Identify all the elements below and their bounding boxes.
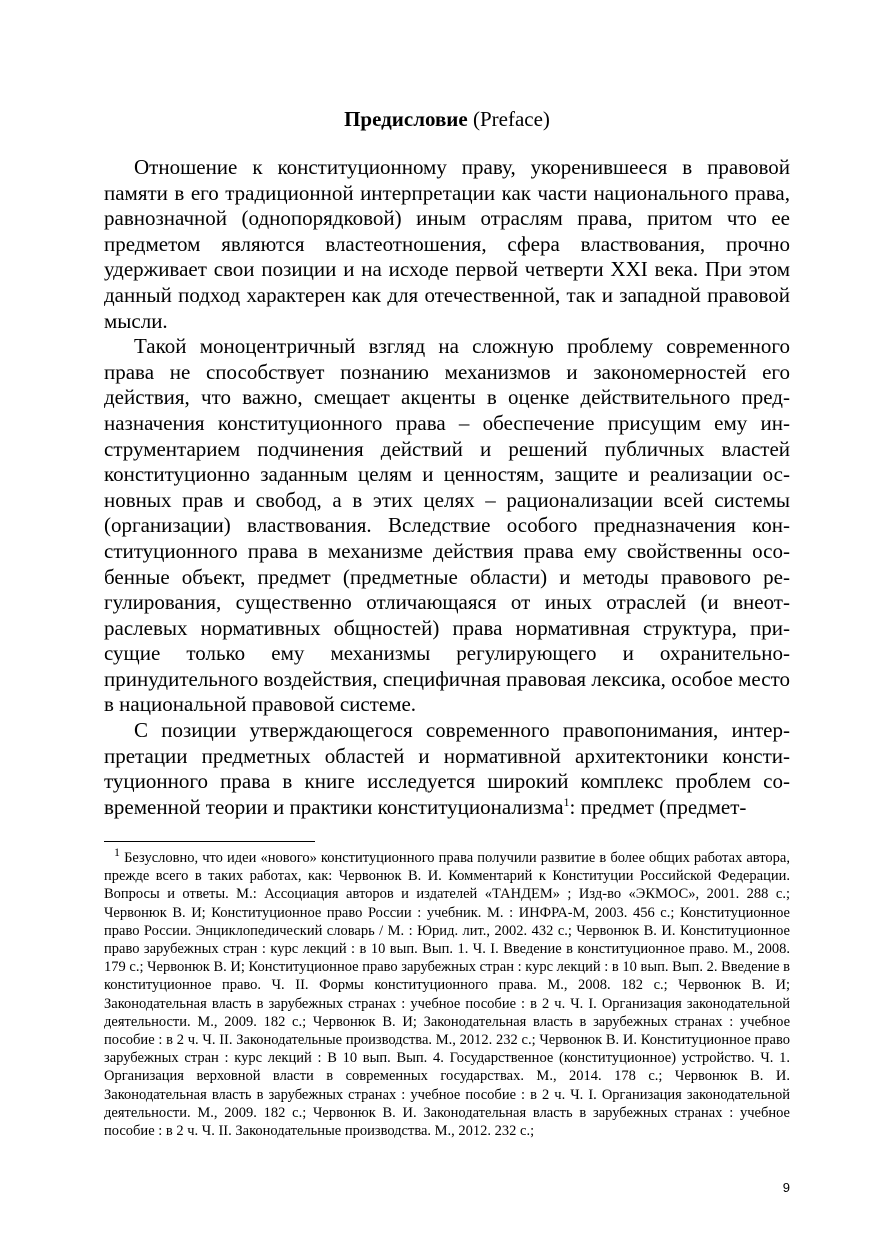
- title-english: (Preface): [472, 107, 550, 131]
- footnote-reference[interactable]: 1: [563, 794, 570, 809]
- main-text: [104, 155, 790, 820]
- footnote-1: [104, 845, 790, 1140]
- title-main: Предисловие: [344, 107, 468, 131]
- paragraph-1: Отношение к конституционному праву, укоренившееся в правовой памяти в его традиционной интерпретации как части национального права, равнозначной (однопорядковой) иным отраслям права, притом что ее предметом являются властеотношения, сфера властвования, прочно удерживает свои позиции и на исходе первой четверти XXI века. При этом данный подход характерен как для отечественной, так и западной правовой мысли.: [104, 155, 790, 333]
- page-title: [104, 106, 790, 132]
- page-number: 9: [782, 1180, 790, 1195]
- footnote-separator: [104, 841, 315, 842]
- paragraph-3-text: С позиции утверждающегося современного правопонимания, интерпретации предметных областей и нормативной архитектоники конституционного права в книге исследуется широкий комплекс проблем современной теории и практики конституционализма: [104, 718, 790, 819]
- paragraph-3-tail: : предмет (предмет-: [569, 794, 747, 819]
- paragraph-3: [104, 718, 790, 820]
- footnote-text: Безусловно, что идеи «нового» конституционного права получили развитие в более общих работах автора, прежде всего в таких работах, как: Червонюк В. И. Комментарий к Конституции Российской Федерации. Вопросы и ответы. М.: Ассоциация авторов и издателей «ТАНДЕМ» ; Изд-во «ЭКМОС», 2001. 288 с.; Червонюк В. И; Конституционное право России : учебник. М. : ИНФРА-М, 2003. 456 с.; Конституционное право России. Энциклопедический словарь / М. : Юрид. лит., 2002. 432 с.; Червонюк В. И. Конституционное право зарубежных стран : курс лекций : в 10 вып. Вып. 1. Ч. I. Введение в конституционное право. М., 2008. 179 с.; Червонюк В. И; Конституционное право зарубежных стран : курс лекций : в 10 вып. Вып. 2. Введение в конституционное право. Ч. II. Формы конституционного права. М., 2008. 182 с.; Червонюк В. И; Законодательная власть в зарубежных странах : учебное пособие : в 2 ч. Ч. I. Организация законодательной деятельности. М., 2009. 182 с.; Червонюк В. И; Законодательная власть в зарубежных странах : учебное пособие : в 2 ч. Ч. II. Законодательные производства. М., 2012. 232 с.; Червонюк В. И. Конституционное право зарубежных стран : курс лекций : В 10 вып. Вып. 4. Государственное (конституционное) устройство. Ч. 1. Организация верховной власти в современных государствах. М., 2014. 178 с.; Червонюк В. И. Законодательная власть в зарубежных странах : учебное пособие : в 2 ч. Ч. I. Организация законодательной деятельности. М., 2009. 182 с.; Червонюк В. И. Законодательная власть в зарубежных странах : учебное пособие : в 2 ч. Ч. II. Законодательные производства. М., 2012. 232 с.;: [104, 850, 790, 1140]
- paragraph-2: Такой моноцентричный взгляд на сложную проблему современного права не способствует познанию механизмов и закономерностей его действия, что важно, смещает акценты в оценке действительного предназначения конституционного права – обеспечение присущим ему инструментарием подчинения действий и решений публичных властей конституционно заданным целям и ценностям, защите и реализации основных прав и свобод, а в этих целях – рационализации всей системы (организации) властвования. Вследствие особого предназначения конституционного права в механизме действия права ему свойственны особенные объект, предмет (предметные области) и методы правового регулирования, существенно отличающаяся от иных отраслей (и внеотраслевых нормативных общностей) права нормативная структура, присущие только ему механизмы регулирующего и охранительно-принудительного воздействия, специфичная правовая лексика, особое место в национальной правовой системе.: [104, 334, 790, 717]
- footnote-marker: 1: [114, 845, 120, 860]
